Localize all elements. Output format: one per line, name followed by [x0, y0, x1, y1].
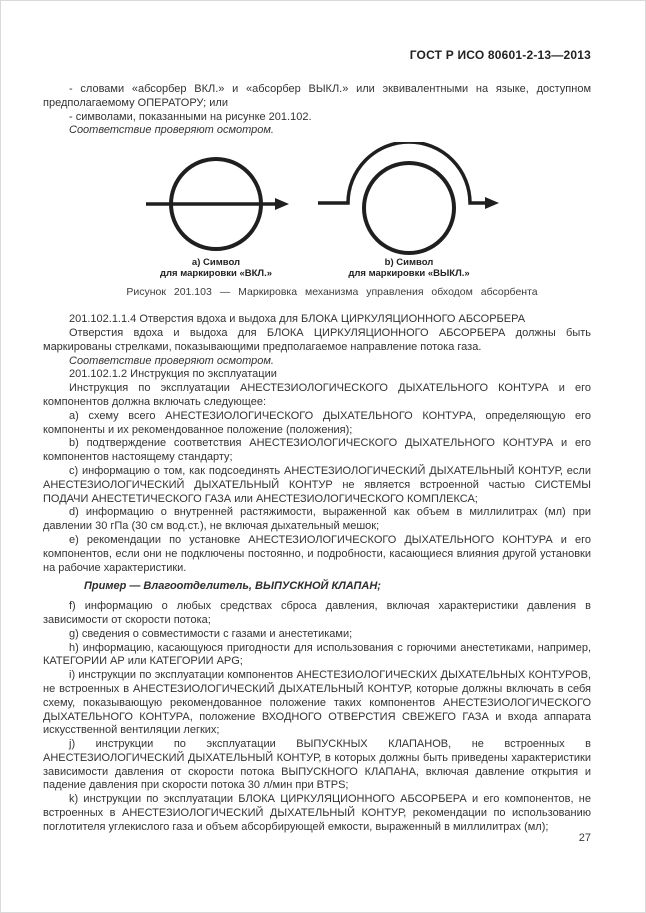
compliance-note: Соответствие проверяют осмотром. — [69, 124, 274, 137]
arrowhead-icon — [275, 198, 289, 210]
list-item-k: k) инструкции по эксплуатации БЛОКА ЦИРКУЛЯЦИОННОГО АБСОРБЕРА и его компонентов, не встроенных в АНЕСТЕЗИОЛОГИЧЕСКИЙ ДЫХАТЕЛЬНЫЙ КОНТУР, рекомендации по использованию поглотителя углекислого газа и объем абсорбирующей емкости, выраженный в миллилитрах (мл); — [43, 793, 591, 833]
content-area — [43, 83, 591, 835]
example-note: Пример — Влагоотделитель, ВЫПУСКНОЙ КЛАПАН; — [84, 580, 381, 593]
symbol-b-caption-line2: для маркировки «ВЫКЛ.» — [348, 268, 470, 280]
symbol-b-caption-line1: b) Символ — [384, 257, 434, 269]
list-item-j: j) инструкции по эксплуатации ВЫПУСКНЫХ КЛАПАНОВ, не встроенных в АНЕСТЕЗИОЛОГИЧЕСКИЙ ДЫХАТЕЛЬНЫЙ КОНТУР, в которых должны быть приведены характеристики зависимости давления от скорости потока ВЫПУСКНОГО КЛАПАНА, включая давление открытия и падение давления при скорости потока 30 л/мин при BTPS; — [43, 738, 591, 792]
list-item-e: e) рекомендации по установке АНЕСТЕЗИОЛОГИЧЕСКОГО ДЫХАТЕЛЬНОГО КОНТУРА и его компонентов, если они не подключены постоянно, и подробности, касающиеся влияния другой установки на рабочие характеристики. — [43, 533, 591, 574]
symbol-a-caption — [116, 257, 316, 279]
list-item-h: h) информацию, касающуюся пригодности для использования с горючими анестетиками, например, КАТЕГОРИИ АР или КАТЕГОРИИ APG; — [43, 641, 591, 668]
list-item-i: i) инструкции по эксплуатации компонентов АНЕСТЕЗИОЛОГИЧЕСКИХ ДЫХАТЕЛЬНЫХ КОНТУРОВ, не встроенных в АНЕСТЕЗИОЛОГИЧЕСКИЙ ДЫХАТЕЛЬНЫЙ КОНТУР, которые должны включать в себя схему, показывающую рекомендованное положение таких компонентов АНЕСТЕЗИОЛОГИЧЕСКОГО ДЫХАТЕЛЬНОГО КОНТУРА, положение ВХОДНОГО ОТВЕРСТИЯ СВЕЖЕГО ГАЗА и входа аппарата искусственной вентиляции легких; — [43, 669, 591, 737]
clause-heading: 201.102.1.1.4 Отверстия вдоха и выдоха для БЛОКА ЦИРКУЛЯЦИОННОГО АБСОРБЕРА — [69, 313, 526, 326]
list-item-c: c) информацию о том, как подсоединять АНЕСТЕЗИОЛОГИЧЕСКИЙ ДЫХАТЕЛЬНЫЙ КОНТУР, если АНЕСТЕЗИОЛОГИЧЕСКИЙ ДЫХАТЕЛЬНЫЙ КОНТУР не является встроенной частью СИСТЕМЫ ПОДАЧИ АНЕСТЕТИЧЕСКОГО ГАЗА или АНЕСТЕЗИОЛОГИЧЕСКОГО КОМПЛЕКСА; — [43, 464, 591, 505]
clause-heading: 201.102.1.2 Инструкция по эксплуатации — [69, 368, 277, 381]
intro-paragraph: - символами, показанными на рисунке 201.102. — [69, 110, 312, 123]
list-item-d: d) информацию о внутренней растяжимости, выраженной как объем в миллилитрах (мл) при давлении 30 гПа (30 см вод.ст.), не включая дыхательный мешок; — [43, 506, 591, 533]
list-item-g: g) сведения о совместимости с газами и анестетиками; — [69, 627, 353, 640]
symbol-a-caption-line1: а) Символ — [191, 257, 241, 269]
body-paragraph: Отверстия вдоха и выдоха для БЛОКА ЦИРКУЛЯЦИОННОГО АБСОРБЕРА должны быть маркированы стрелками, показывающими предполагаемое направление потока газа. — [43, 326, 591, 353]
absorber-bypass-symbols-drawing — [43, 142, 591, 256]
body-paragraph: Инструкция по эксплуатации АНЕСТЕЗИОЛОГИЧЕСКОГО ДЫХАТЕЛЬНОГО КОНТУРА и его компонентов должна включать следующее: — [43, 382, 591, 408]
symbol-a-caption-line2: для маркировки «ВКЛ.» — [159, 268, 273, 280]
absorber-off-symbol — [318, 142, 499, 253]
page-number: 27 — [578, 832, 591, 844]
symbol-b-caption — [309, 257, 509, 279]
list-item-b: b) подтверждение соответствия АНЕСТЕЗИОЛОГИЧЕСКОГО ДЫХАТЕЛЬНОГО КОНТУРА и его компонентов настоящему стандарту; — [43, 437, 591, 464]
compliance-note: Соответствие проверяют осмотром. — [69, 354, 274, 367]
figure-caption: Рисунок 201.103 — Маркировка механизма управления обходом абсорбента — [126, 286, 538, 299]
intro-paragraph: - словами «абсорбер ВКЛ.» и «абсорбер ВЫКЛ.» или эквивалентными на языке, доступном предполагаемому ОПЕРАТОРУ; или — [43, 83, 591, 109]
list-item-a: a) схему всего АНЕСТЕЗИОЛОГИЧЕСКОГО ДЫХАТЕЛЬНОГО КОНТУРА, определяющую его компоненты и их рекомендованное положение (положения); — [43, 409, 591, 436]
absorber-on-symbol — [146, 159, 289, 249]
list-item-f: f) информацию о любых средствах сброса давления, включая характеристики давления в зависимости от скорости потока; — [43, 600, 591, 626]
standard-designation: ГОСТ Р ИСО 80601-2-13—2013 — [409, 48, 591, 62]
figure-201-103 — [43, 142, 591, 308]
arrowhead-icon — [485, 197, 499, 209]
